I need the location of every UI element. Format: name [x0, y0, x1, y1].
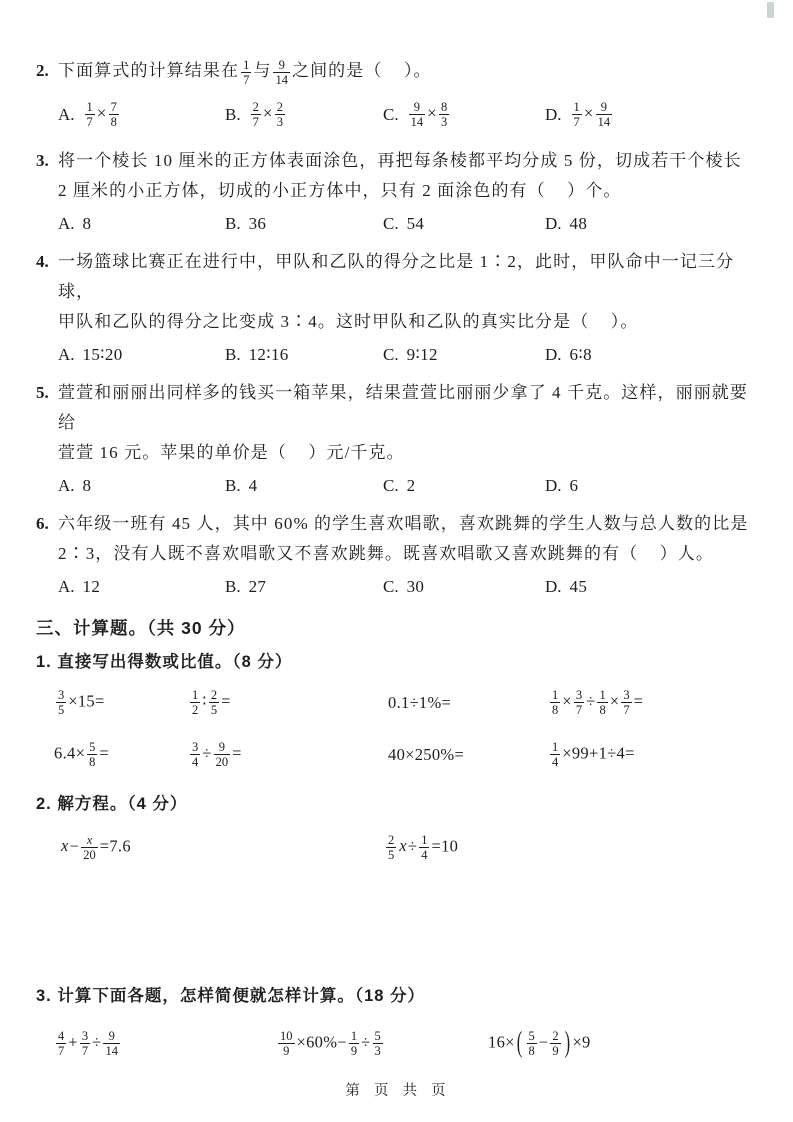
option-a [58, 470, 91, 502]
option-label: A. [58, 104, 75, 124]
option-b [225, 91, 287, 139]
question-text: 一场篮球比赛正在进行中，甲队和乙队的得分之比是 1∶2，此时，甲队命中一记三分球， [58, 251, 735, 301]
question-2 [36, 56, 757, 139]
calc-row-1 [36, 677, 757, 729]
question-text: 萱萱 16 元。苹果的单价是（ ）元/千克。 [58, 442, 405, 462]
subquestion-3 [36, 981, 757, 1073]
subquestion-3-title: 3. 计算下面各题，怎样简便就怎样计算。（18 分） [36, 986, 426, 1005]
option-label: B. [225, 104, 241, 124]
question-text: 甲队和乙队的得分之比变成 3∶4。这时甲队和乙队的真实比分是（ ）。 [58, 311, 639, 331]
calc-expression: $\frac{1}{2}$ ∶ $\frac{2}{5}$ = [192, 688, 231, 718]
option-value: 8 [82, 475, 92, 495]
subquestion-1-title: 1. 直接写出得数或比值。（8 分） [36, 652, 293, 671]
question-line [36, 307, 757, 337]
option-label: C. [383, 104, 399, 124]
calc-expression: 40×250%= [388, 744, 465, 764]
option-value: 9∶12 [406, 344, 438, 364]
question-line [36, 509, 757, 539]
option-value: 6 [569, 475, 579, 495]
options-row [36, 470, 757, 502]
option-label: B. [225, 576, 241, 596]
option-value: 2 [406, 475, 416, 495]
option-label: C. [383, 213, 399, 233]
option-value: $\frac{2}{7}$ × $\frac{2}{3}$ [252, 100, 283, 130]
option-label: C. [383, 475, 399, 495]
question-number: 4. [36, 251, 49, 271]
option-a [58, 208, 91, 240]
question-text: 将一个棱长 10 厘米的正方体表面涂色，再把每条棱都平均分成 5 份，切成若干个棱长 [58, 150, 742, 170]
question-6 [36, 509, 757, 603]
option-label: B. [225, 344, 241, 364]
option-value: $\frac{9}{14}$ × $\frac{8}{3}$ [410, 100, 448, 130]
question-4 [36, 247, 757, 371]
option-value: 12∶16 [248, 344, 289, 364]
option-value: 36 [248, 213, 267, 233]
question-number: 3. [36, 150, 49, 170]
option-value: $\frac{1}{7}$ × $\frac{7}{8}$ [86, 100, 117, 130]
question-number: 6. [36, 513, 49, 533]
question-line [36, 176, 757, 206]
option-label: D. [545, 475, 562, 495]
option-b [225, 470, 257, 502]
option-c [383, 571, 424, 603]
option-c [383, 208, 424, 240]
question-text: 六年级一班有 45 人，其中 60% 的学生喜欢唱歌，喜欢跳舞的学生人数与总人数的比是 [58, 513, 749, 533]
option-d [545, 571, 587, 603]
subquestion-2-title: 2. 解方程。（4 分） [36, 794, 188, 813]
option-label: A. [58, 344, 75, 364]
calc-expression: $\frac{3}{4}$ ÷ $\frac{9}{20}$ = [192, 740, 242, 770]
option-label: B. [225, 213, 241, 233]
equation: $\frac{2}{5}$ x÷ $\frac{1}{4}$ =10 [388, 833, 459, 863]
option-a [58, 339, 123, 371]
option-value: 45 [569, 576, 588, 596]
equation-row [36, 821, 757, 875]
calc-expression: $\frac{1}{4}$ ×99+1÷4= [552, 740, 635, 770]
option-label: D. [545, 213, 562, 233]
option-value: 48 [569, 213, 588, 233]
option-value: 30 [406, 576, 425, 596]
option-c [383, 339, 438, 371]
corner-tab [767, 2, 774, 18]
option-c [383, 91, 451, 139]
option-label: C. [383, 576, 399, 596]
option-b [225, 571, 266, 603]
calc-expression: $\frac{3}{5}$ ×15= [58, 688, 105, 718]
option-d [545, 208, 587, 240]
calc-row-2 [36, 729, 757, 781]
option-value: 27 [248, 576, 267, 596]
options-row [36, 339, 757, 371]
option-d [545, 470, 578, 502]
simplify-expression: $\frac{4}{7}$ + $\frac{3}{7}$ ÷ $\frac{9}{14}$ [58, 1029, 118, 1059]
option-value: 6∶8 [569, 344, 592, 364]
option-c [383, 470, 415, 502]
option-value: 12 [82, 576, 101, 596]
option-label: C. [383, 344, 399, 364]
question-line [36, 378, 757, 438]
option-label: B. [225, 475, 241, 495]
option-a [58, 91, 121, 139]
option-d [545, 91, 614, 139]
option-label: D. [545, 576, 562, 596]
options-row [36, 91, 757, 139]
option-label: D. [545, 104, 562, 124]
expression-row [36, 1015, 757, 1073]
calc-expression: 0.1÷1%= [388, 692, 452, 712]
question-5 [36, 378, 757, 502]
option-a [58, 571, 100, 603]
option-value: 15∶20 [82, 344, 123, 364]
question-text: 下面算式的计算结果在 $\frac{1}{7}$ 与 $\frac{9}{14}$ 之间的是（ ）。 [58, 57, 432, 87]
question-line [36, 56, 757, 87]
section-heading: 三、计算题。（共 30 分） [36, 617, 246, 638]
option-d [545, 339, 592, 371]
option-b [225, 208, 266, 240]
option-label: A. [58, 576, 75, 596]
options-row [36, 571, 757, 603]
question-text: 2∶3，没有人既不喜欢唱歌又不喜欢跳舞。既喜欢唱歌又喜欢跳舞的有（ ）人。 [58, 543, 714, 563]
calc-expression: 6.4× $\frac{5}{8}$ = [54, 740, 110, 770]
option-label: A. [58, 475, 75, 495]
simplify-expression: $\frac{10}{9}$ ×60%− $\frac{1}{9}$ ÷ $\frac{5}{3}$ [280, 1029, 381, 1059]
question-number: 2. [36, 61, 49, 80]
option-value: 8 [82, 213, 92, 233]
question-3 [36, 146, 757, 240]
option-label: D. [545, 344, 562, 364]
option-value: $\frac{1}{7}$ × $\frac{9}{14}$ [573, 100, 611, 130]
option-label: A. [58, 213, 75, 233]
simplify-expression: 16× ( $\frac{5}{8}$ − $\frac{2}{9}$ ) ×9 [488, 1024, 591, 1059]
question-text: 萱萱和丽丽出同样多的钱买一箱苹果，结果萱萱比丽丽少拿了 4 千克。这样，丽丽就要给 [58, 382, 748, 432]
option-value: 4 [248, 475, 258, 495]
option-b [225, 339, 289, 371]
question-line [36, 146, 757, 176]
option-value: 54 [406, 213, 425, 233]
question-number: 5. [36, 382, 49, 402]
question-line [36, 247, 757, 307]
options-row [36, 208, 757, 240]
calc-expression: $\frac{1}{8}$ × $\frac{3}{7}$ ÷ $\frac{1}{8}$ × $\frac{3}{7}$ = [552, 688, 644, 718]
question-line [36, 539, 757, 569]
footer-page-label: 第 页 共 页 [345, 1083, 448, 1099]
question-text: 2 厘米的小正方体，切成的小正方体中，只有 2 面涂色的有（ ）个。 [58, 180, 622, 200]
question-line [36, 438, 757, 468]
equation: x− $\frac{x}{20}$ =7.6 [61, 833, 131, 863]
